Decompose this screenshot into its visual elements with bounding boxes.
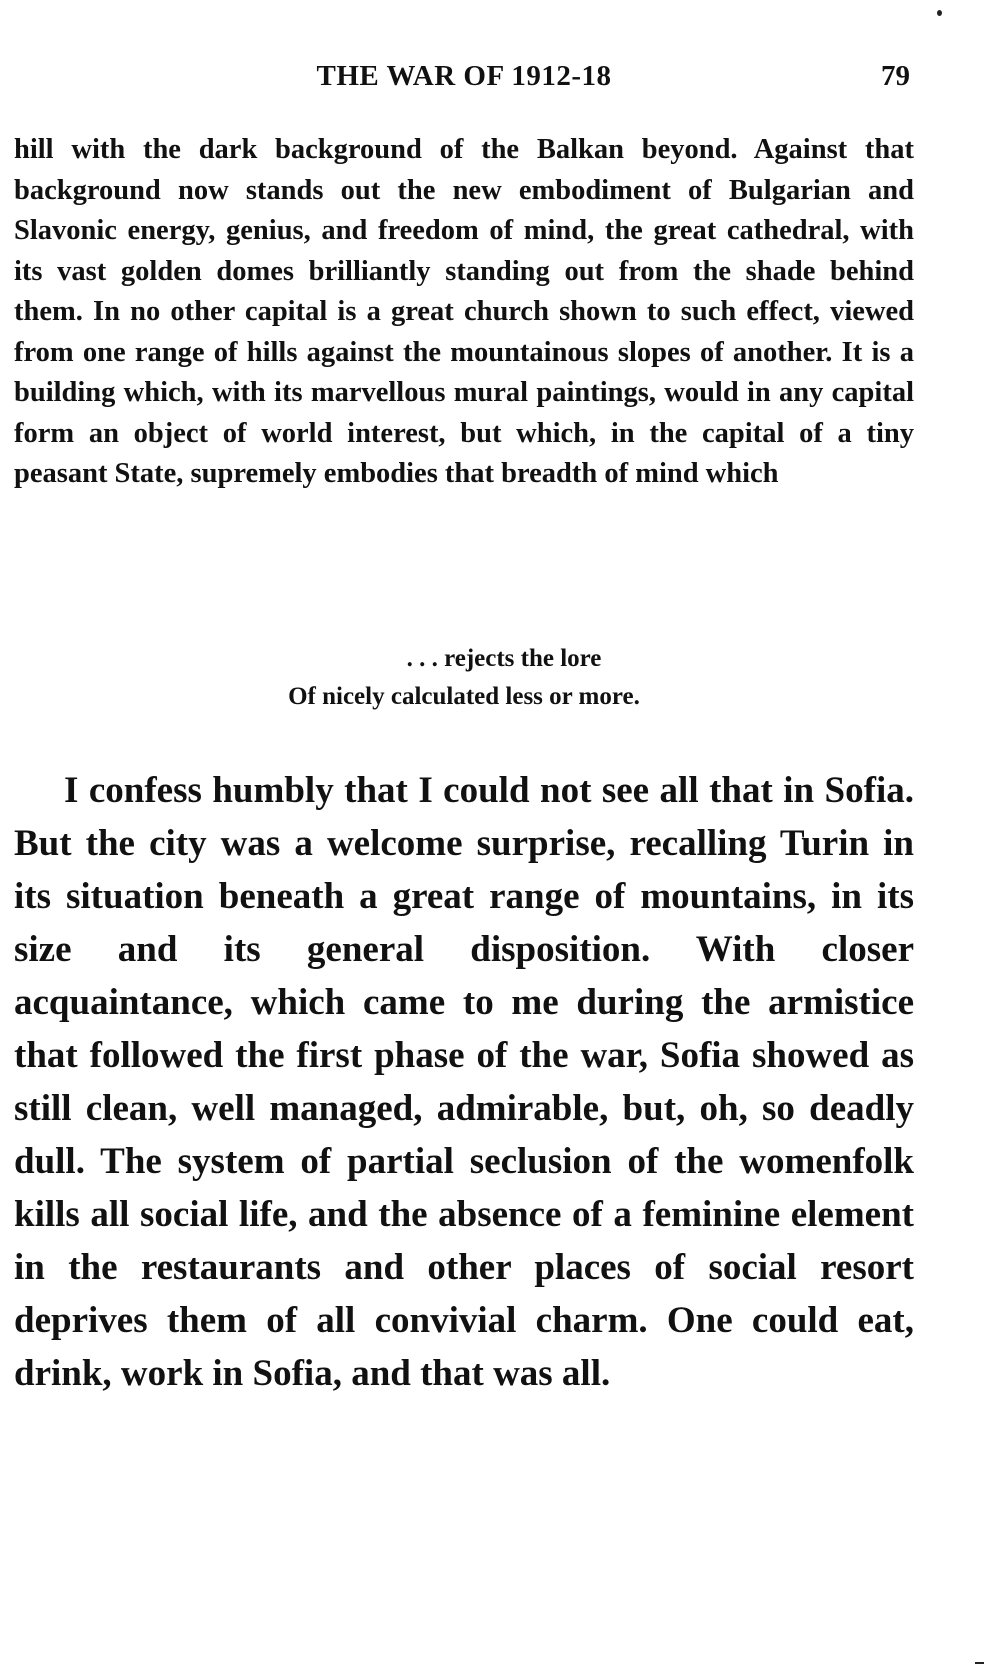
verse-line-1: . . . rejects the lore bbox=[406, 645, 602, 672]
page-number: 79 bbox=[881, 60, 910, 92]
book-page bbox=[14, 0, 914, 1674]
print-dash bbox=[975, 1662, 984, 1664]
print-speck bbox=[937, 10, 942, 16]
running-title: THE WAR OF 1912-18 bbox=[316, 60, 612, 92]
quoted-passage: hill with the dark background of the Balkan beyond. Against that background now stands out the new embodiment of Bulgarian and Slavonic energy, genius, and freedom of mind, the great cathedral, with its vast golden domes brilliantly standing out from the shade behind them. In no other capital is a great church shown to such effect, viewed from one range of hills against the mountainous slopes of another. It is a building which, with its marvellous mural paintings, would in any capital form an object of world interest, but which, in the capital of a tiny peasant State, supremely embodies that breadth of mind which bbox=[14, 134, 914, 489]
verse-line-2: Of nicely calculated less or more. bbox=[288, 683, 640, 710]
verse-quotation bbox=[14, 640, 914, 716]
running-head bbox=[14, 60, 914, 96]
body-paragraph: I confess humbly that I could not see all that in Sofia. But the city was a welcome surprise, recalling Turin in its situation beneath a great range of mountains, in its size and its general disposition. With closer acquaintance, which came to me during the armistice that followed the first phase of the war, Sofia showed as still clean, well managed, admirable, but, oh, so deadly dull. The system of partial seclusion of the womenfolk kills all social life, and the absence of a feminine element in the restaurants and other places of social resort deprives them of all convivial charm. One could eat, drink, work in Sofia, and that was all. bbox=[14, 770, 914, 1394]
